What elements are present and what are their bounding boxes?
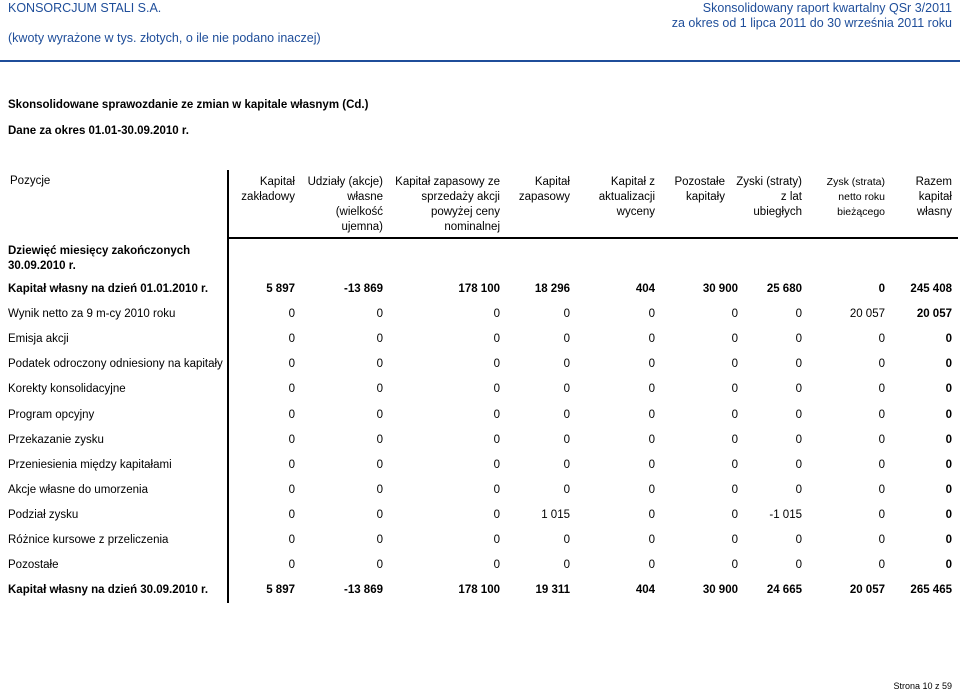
column-header: Kapitał z aktualizacji wyceny [598,176,655,218]
page-number: Strona 10 z 59 [893,681,952,691]
table-row [8,383,958,399]
table-row [8,559,958,575]
cell-value: 0 [878,358,885,371]
cell-value: 0 [945,358,952,371]
row-label: Korekty konsolidacyjne [8,383,126,396]
cell-value: 0 [878,508,885,521]
cell-value: 5 897 [266,584,295,597]
cell-value: 0 [878,458,885,471]
cell-value: 0 [376,408,383,421]
cell-value: 0 [795,358,802,371]
report-title: Skonsolidowany raport kwartalny QSr 3/2011 [702,1,952,15]
row-label: Kapitał własny na dzień 01.01.2010 r. [8,283,209,295]
header-divider [0,60,960,62]
column-header: Pozostałe kapitały [674,176,725,203]
cell-value: 0 [795,534,802,546]
cell-value: 0 [493,308,500,321]
cell-value: 0 [731,408,738,421]
cell-value: 0 [288,458,295,471]
cell-value: 0 [731,333,738,346]
cell-value: 0 [945,458,952,471]
cell-value: 0 [795,559,802,572]
first-column-header: Pozycje [10,175,51,187]
cell-value: 0 [493,358,500,371]
cell-value: 0 [563,383,570,396]
cell-value: 20 057 [916,308,952,321]
cell-value: 0 [878,534,885,546]
cell-value: 0 [945,534,952,546]
cell-value: 0 [731,483,738,496]
cell-value: 0 [376,559,383,572]
section-label: Dziewięć miesięcy zakończonych 30.09.2010 r. [8,245,191,272]
cell-value: 0 [288,333,295,346]
cell-value: 0 [563,458,570,471]
cell-value: 0 [795,433,802,446]
cell-value: 0 [648,508,655,521]
cell-value: 0 [493,408,500,421]
cell-value: 0 [878,283,885,295]
cell-value: 18 296 [534,283,570,295]
table-row [8,358,958,374]
cell-value: 0 [648,483,655,496]
cell-value: 30 900 [702,283,738,295]
cell-value: 0 [376,383,383,396]
cell-value: 0 [731,383,738,396]
cell-value: 0 [945,483,952,496]
cell-value: 0 [878,559,885,572]
table-row [8,509,958,525]
cell-value: 0 [493,433,500,446]
cell-value: 0 [563,559,570,572]
row-label: Podział zysku [8,508,79,521]
cell-value: 20 057 [849,584,885,597]
cell-value: 0 [945,433,952,446]
cell-value: 0 [731,534,738,546]
cell-value: 0 [945,408,952,421]
cell-value: 404 [635,283,655,295]
column-header: Kapitał zakładowy [241,176,295,203]
cell-value: 0 [648,408,655,421]
cell-value: 5 897 [266,283,295,295]
table-row [8,484,958,500]
cell-value: 0 [648,559,655,572]
row-label: Przeniesienia między kapitałami [8,458,172,471]
statement-title: Skonsolidowane sprawozdanie ze zmian w kapitale własnym (Cd.) [8,99,369,111]
cell-value: 0 [648,383,655,396]
cell-value: 0 [878,483,885,496]
cell-value: 0 [288,559,295,572]
cell-value: 20 057 [849,308,885,321]
table-row [8,534,958,550]
cell-value: 245 408 [910,283,952,295]
cell-value: 0 [288,308,295,321]
cell-value: 0 [731,433,738,446]
cell-value: 0 [376,483,383,496]
statement-period: Dane za okres 01.01-30.09.2010 r. [8,125,189,137]
cell-value: 0 [795,333,802,346]
cell-value: 0 [878,333,885,346]
cell-value: 0 [648,308,655,321]
table-row [8,333,958,349]
cell-value: 25 680 [766,283,802,295]
cell-value: 0 [493,534,500,546]
cell-value: 0 [376,433,383,446]
row-label: Różnice kursowe z przeliczenia [8,534,169,546]
cell-value: 0 [731,508,738,521]
company-name: KONSORCJUM STALI S.A. [8,1,162,15]
cell-value: 1 015 [541,508,570,521]
cell-value: 0 [493,333,500,346]
cell-value: 0 [376,308,383,321]
column-header: Zyski (straty) z lat ubiegłych [736,176,802,218]
cell-value: 0 [288,483,295,496]
row-label: Wynik netto za 9 m-cy 2010 roku [8,308,176,321]
cell-value: 0 [945,333,952,346]
cell-value: 0 [878,433,885,446]
cell-value: 0 [731,559,738,572]
cell-value: 0 [563,333,570,346]
cell-value: 0 [795,458,802,471]
cell-value: 0 [563,534,570,546]
cell-value: 0 [878,383,885,396]
cell-value: 0 [795,308,802,321]
cell-value: 0 [731,458,738,471]
cell-value: 0 [648,358,655,371]
cell-value: 0 [648,433,655,446]
cell-value: 0 [945,559,952,572]
cell-value: -1 015 [769,508,802,521]
cell-value: 0 [288,508,295,521]
cell-value: 0 [945,508,952,521]
row-label: Akcje własne do umorzenia [8,483,148,496]
cell-value: 30 900 [702,584,738,597]
cell-value: 0 [493,383,500,396]
cell-value: 0 [648,458,655,471]
table-row [8,283,958,299]
report-period: za okres od 1 lipca 2011 do 30 września 2011 roku [671,16,952,30]
cell-value: 0 [563,433,570,446]
cell-value: 0 [731,308,738,321]
cell-value: 178 100 [458,283,500,295]
table-row [8,434,958,450]
cell-value: 0 [878,408,885,421]
cell-value: 0 [376,534,383,546]
column-header: Razem kapitał własny [915,176,952,218]
cell-value: 0 [795,408,802,421]
cell-value: 0 [376,508,383,521]
table-row [8,409,958,425]
cell-value: 24 665 [766,584,802,597]
cell-value: 0 [288,358,295,371]
cell-value: 0 [376,333,383,346]
cell-value: 19 311 [535,584,570,597]
table-row [8,308,958,324]
cell-value: 0 [288,433,295,446]
row-label: Podatek odroczony odniesiony na kapitały [8,358,223,371]
table-row [8,584,958,600]
cell-value: 0 [288,408,295,421]
column-header: Udziały (akcje) własne (wielkość ujemna) [307,176,383,233]
cell-value: 0 [563,308,570,321]
cell-value: 0 [795,483,802,496]
cell-value: 404 [635,584,655,597]
cell-value: 0 [376,458,383,471]
cell-value: 0 [493,483,500,496]
column-header: Zysk (strata) netto roku bieżącego [826,176,885,218]
cell-value: 0 [493,559,500,572]
cell-value: 178 100 [458,584,500,597]
cell-value: 265 465 [910,584,952,597]
cell-value: 0 [493,508,500,521]
cell-value: 0 [648,333,655,346]
cell-value: 0 [795,383,802,396]
cell-value: 0 [648,534,655,546]
cell-value: 0 [288,534,295,546]
column-header: Kapitał zapasowy [518,176,570,203]
cell-value: 0 [945,383,952,396]
table-row [8,459,958,475]
cell-value: 0 [731,358,738,371]
column-header: Kapitał zapasowy ze sprzedaży akcji powyżej ceny nominalnej [395,176,500,233]
row-label: Kapitał własny na dzień 30.09.2010 r. [8,584,209,597]
cell-value: 0 [563,483,570,496]
row-label: Przekazanie zysku [8,433,104,446]
cell-value: -13 869 [343,584,383,597]
cell-value: 0 [563,358,570,371]
cell-value: 0 [288,383,295,396]
cell-value: -13 869 [343,283,383,295]
row-label: Emisja akcji [8,333,69,346]
units-note: (kwoty wyrażone w tys. złotych, o ile nie podano inaczej) [8,31,321,45]
row-label: Pozostałe [8,559,59,572]
cell-value: 0 [493,458,500,471]
header-underline [228,237,958,239]
row-label: Program opcyjny [8,408,95,421]
cell-value: 0 [376,358,383,371]
cell-value: 0 [563,408,570,421]
